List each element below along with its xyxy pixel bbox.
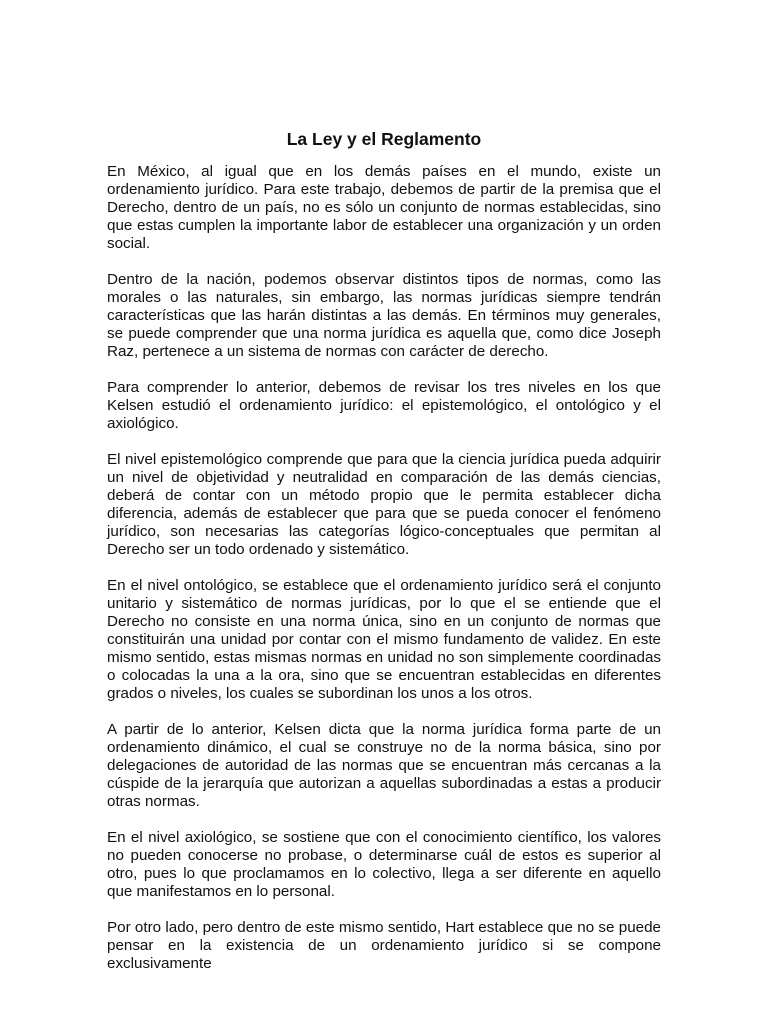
- paragraph: Para comprender lo anterior, debemos de revisar los tres niveles en los que Kelsen estudió el ordenamiento jurídico: el epistemológico, el ontológico y el axiológico.: [107, 379, 661, 432]
- paragraph: Dentro de la nación, podemos observar distintos tipos de normas, como las morales o las naturales, sin embargo, las normas jurídicas siempre tendrán características que las harán distintas a las demás. En términos muy generales, se puede comprender que una norma jurídica es aquella que, como dice Joseph Raz, pertenece a un sistema de normas con carácter de derecho.: [107, 271, 661, 360]
- paragraph: En el nivel axiológico, se sostiene que con el conocimiento científico, los valores no pueden conocerse no probase, o determinarse cuál de estos es superior al otro, pues lo que proclamamos en lo colectivo, llega a ser diferente en aquello que manifestamos en lo personal.: [107, 829, 661, 900]
- paragraph: En México, al igual que en los demás países en el mundo, existe un ordenamiento jurídico. Para este trabajo, debemos de partir de la premisa que el Derecho, dentro de un país, no es sólo un conjunto de normas establecidas, sino que estas cumplen la importante labor de establecer una organización y un orden social.: [107, 163, 661, 252]
- document-title: La Ley y el Reglamento: [286, 129, 482, 149]
- paragraph: En el nivel ontológico, se establece que el ordenamiento jurídico será el conjunto unitario y sistemático de normas jurídicas, por lo que el se entiende que el Derecho no consiste en una norma única, sino en un conjunto de normas que constituirán una unidad por contar con el mismo fundamento de validez. En este mismo sentido, estas mismas normas en unidad no son simplemente coordinadas o colocadas la una a la ora, sino que se encuentran establecidas en diferentes grados o niveles, los cuales se subordinan los unos a los otros.: [107, 577, 661, 702]
- paragraph: A partir de lo anterior, Kelsen dicta que la norma jurídica forma parte de un ordenamiento dinámico, el cual se construye no de la norma básica, sino por delegaciones de autoridad de las normas que se encuentran más cercanas a la cúspide de la jerarquía que autorizan a aquellas subordinadas a estas a producir otras normas.: [107, 721, 661, 810]
- paragraph: El nivel epistemológico comprende que para que la ciencia jurídica pueda adquirir un nivel de objetividad y neutralidad en comparación de las demás ciencias, deberá de contar con un método propio que le permita establecer dicha diferencia, además de establecer que para que se pueda conocer el fenómeno jurídico, son necesarias las categorías lógico-conceptuales que permitan al Derecho ser un todo ordenado y sistemático.: [107, 451, 661, 558]
- document-body: [107, 163, 661, 991]
- paragraph: Por otro lado, pero dentro de este mismo sentido, Hart establece que no se puede pensar en la existencia de un ordenamiento jurídico si se compone exclusivamente: [107, 919, 661, 972]
